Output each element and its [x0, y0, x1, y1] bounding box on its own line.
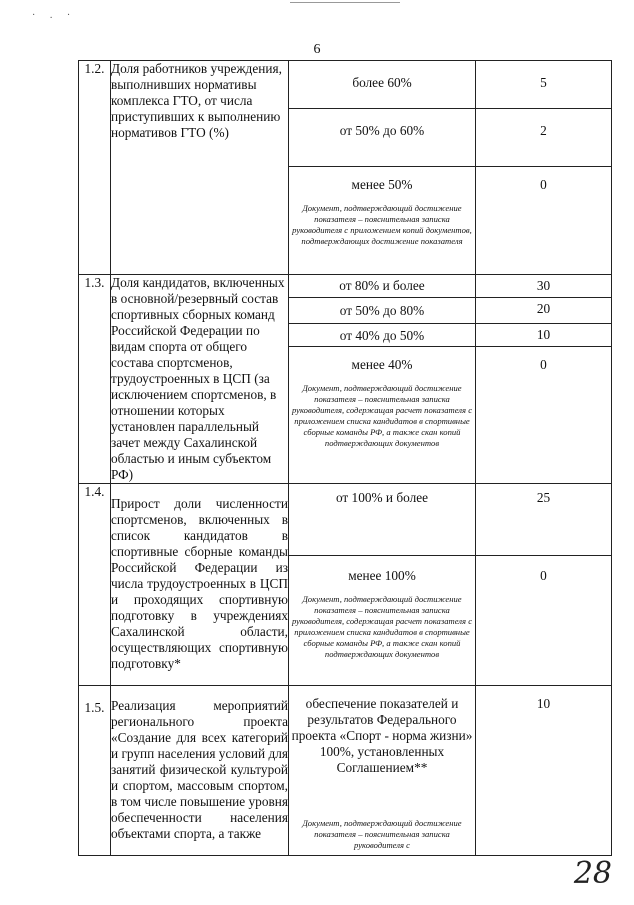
condition — [289, 556, 476, 686]
points: 2 — [476, 109, 612, 167]
indicator-description: Доля кандидатов, включенных в основной/резервный состав спортивных сборных команд Российской Федерации по видам спорта от общего состава спортсменов, трудоустроенных в ЦСП (за исключением спортсменов, в отношении которых установлен параллельный зачет между Сахалинской областью и иным субъектом РФ) — [111, 275, 289, 484]
evidence-note: Документ, подтверждающий достижение показателя – пояснительная записка руководителя, содержащая расчет показателя с приложением списка кандидатов в спортивные сборные команды РФ, а также скан копий подтверждающих документов — [291, 382, 473, 448]
row-number: 1.5. — [79, 686, 111, 856]
table-row — [79, 61, 612, 109]
row-number: 1.4. — [79, 484, 111, 686]
handwritten-page-stamp: 28 — [573, 856, 612, 891]
condition-text: обеспечение показателей и результатов Федерального проекта «Спорт - норма жизни» 100%, установленных Соглашением** — [291, 696, 473, 775]
condition-text: менее 40% — [351, 356, 413, 372]
condition — [289, 61, 476, 109]
evidence-note: Документ, подтверждающий достижение показателя – пояснительная записка руководителя с — [302, 818, 462, 850]
points: 10 — [476, 686, 612, 856]
table-row — [79, 484, 612, 556]
table-row — [79, 686, 612, 856]
indicator-description: Доля работников учреждения, выполнивших нормативы комплекса ГТО, от числа приступивших к выполнению нормативов ГТО (%) — [111, 61, 289, 275]
indicator-description: Реализация мероприятий регионального проекта «Создание для всех категорий и групп населения условий для занятий физической культурой и спортом, массовым спортом, в том числе повышение уровня обеспеченности населения объектами спорта, а также — [111, 686, 289, 856]
condition-text: менее 50% — [351, 177, 413, 192]
top-rule — [290, 2, 400, 3]
indicator-description: Прирост доли численности спортсменов, включенных в список кандидатов в спортивные сборные команды Российской Федерации из числа трудоустроенных в ЦСП и проходящих спортивную подготовку в учреждениях Сахалинской области, осуществляющих спортивную подготовку* — [111, 484, 289, 686]
condition-text: от 100% и более — [335, 490, 429, 505]
evidence-note: Документ, подтверждающий достижение показателя – пояснительная записка руководителя, содержащая расчет показателя с приложением списка кандидатов в спортивные сборные команды РФ, а также скан копий подтверждающих документов — [291, 594, 473, 659]
table-row — [79, 275, 612, 298]
points: 0 — [476, 346, 612, 483]
condition — [289, 686, 476, 856]
row-number: 1.2. — [79, 61, 111, 275]
points: 30 — [476, 275, 612, 298]
scan-specks: · . · — [32, 10, 77, 21]
points: 5 — [476, 61, 612, 109]
condition-text: от 40% до 50% — [339, 327, 425, 343]
points: 20 — [476, 298, 612, 323]
page-number: 6 — [313, 42, 321, 57]
criteria-table — [78, 60, 612, 856]
condition — [289, 298, 476, 323]
condition — [289, 275, 476, 298]
condition-text: более 60% — [352, 75, 412, 90]
row-number: 1.3. — [79, 275, 111, 484]
points: 0 — [476, 556, 612, 686]
condition — [289, 109, 476, 167]
condition-text: менее 100% — [348, 568, 416, 583]
condition — [289, 323, 476, 346]
points: 0 — [476, 167, 612, 275]
evidence-note: Документ, подтверждающий достижение показателя – пояснительная записка руководителя с приложением копий документов, подтверждающих достижение показателя — [292, 203, 472, 246]
condition-text: от 50% до 80% — [339, 303, 425, 319]
condition-text: от 50% до 60% — [339, 123, 425, 138]
condition — [289, 346, 476, 483]
condition-text: от 80% и более — [339, 278, 425, 293]
points: 10 — [476, 323, 612, 346]
condition — [289, 167, 476, 275]
points: 25 — [476, 484, 612, 556]
condition — [289, 484, 476, 556]
